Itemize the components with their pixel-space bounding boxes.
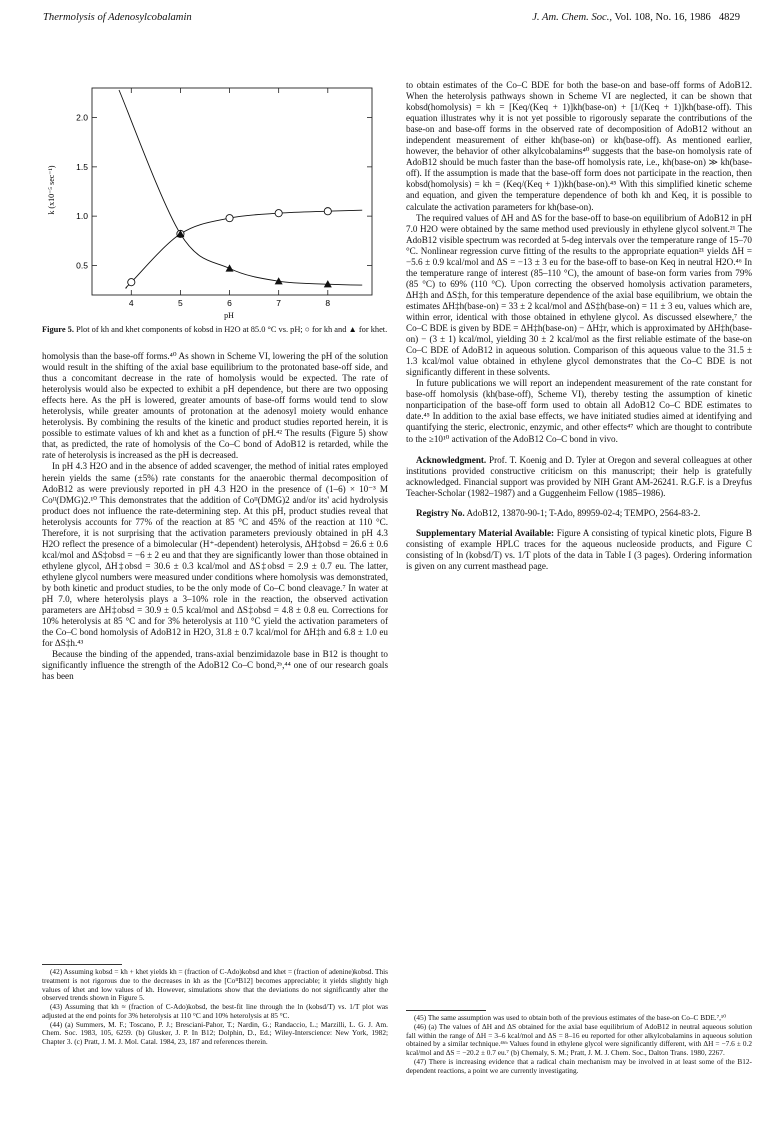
- kh-point: [275, 210, 282, 217]
- footnote: (46) (a) The values of ΔH and ΔS obtained for the axial base equilibrium of AdoB12 in neutral aqueous solution fall within the range of ΔH = 3–6 kcal/mol and ΔS = 8–16 eu reported for other alkylcobalamins in aqueous solution obtained by a similar technique.⁴⁶ᵇ Values found in ethylene glycol were significantly different, with ΔH = −7.6 ± 0.2 kcal/mol and ΔS = −20.2 ± 0.7 eu.⁷ (b) Chemaly, S. M.; Pratt, J. M. J. Chem. Soc., Dalton Trans. 1980, 2267.: [406, 1021, 752, 1057]
- paragraph: to obtain estimates of the Co–C BDE for both the base-on and base-off forms of AdoB12. When the heterolysis pathways shown in Scheme VI are neglected, it can be shown that kobsd(homolysis) = kh = [Keq/(Keq + 1)]kh(base-on) + [1/(Keq + 1)]kh(base-off). This equation illustrates why it is not yet possible to rigorously separate the contributions of the base-on and base-off forms in the observed rate of decomposition of AdoB12 without an independent measurement of either kh(base-on) or kh(base-off). As mentioned earlier, however, the behavior of other alkylcobalamins⁴⁰ suggests that the base-on homolysis rate of AdoB12 should be much faster than the base-off homolysis rate, i.e., kh(base-on) ≫ kh(base-off). If the assumption is made that the base-off form does not participate in the reaction, then kobsd(homolysis) = kh = (Keq/(Keq + 1))kh(base-on).⁴⁵ With this simplified kinetic scheme and equation, and given the temperature dependence of both kh and Keq, it is possible to calculate the activation parameters for kh(base-on).: [406, 80, 752, 212]
- journal-citation: [532, 12, 740, 23]
- figure-caption-label: Figure 5.: [42, 325, 74, 334]
- registry-numbers: [406, 508, 752, 519]
- journal-volume: Vol. 108, No. 16, 1986: [614, 12, 711, 23]
- footnote: (42) Assuming kobsd = kh + khet yields kh = (fraction of C-Ado)kobsd and khet = (fraction of adenine)kobsd. This treatment is not rigorous due to the decreases in kh as the [CoᴵᴵB12] becomes appreciable; it yields slightly high values of khet and low values of kh. However, simulations show that the deviations do not significantly alter the observed trends shown in Figure 5.: [42, 967, 388, 1003]
- plot-frame: [92, 88, 372, 295]
- paragraph: Because the binding of the appended, trans-axial benzimidazole base in B12 is thought to significantly influence the strength of the AdoB12 Co–C bond,²ᵇ,⁴⁴ one of our research goals has been: [42, 649, 388, 682]
- registry-head: Registry No.: [416, 507, 465, 518]
- kh-point: [226, 215, 233, 222]
- paragraph: homolysis than the base-off forms.⁴⁰ As shown in Scheme VI, lowering the pH of the solution would result in the shifting of the axial base equilibrium to the protonated base-off side, and thus a concomitant decrease in the rate of homolysis would be expected. The rate of heterolysis would also be expected to exhibit a pH dependence, but there are two opposing effects here. As the pH is lowered, greater amounts of base-off forms would tend to slow heterolysis, while greater amounts of protonation at the adenosyl moiety would enhance heterolysis. By combining the results of the kinetic and product studies reported herein, it is possible to estimate values of kh and khet as a function of pH.⁴² The results (Figure 5) show that, as predicted, the rate of homolysis of the Co–C bond of AdoB12 is retarded, while the rate of heterolysis is increased as the pH is decreased.: [42, 351, 388, 461]
- footnote-rule: [406, 1010, 486, 1011]
- acknowledgment: [406, 455, 752, 499]
- registry-text: AdoB12, 13870-90-1; T-Ado, 89959-02-4; TEMPO, 2564-83-2.: [466, 507, 701, 518]
- y-tick-label: 0.5: [76, 260, 88, 271]
- x-tick-label: 8: [325, 298, 331, 308]
- khet-point: [226, 264, 234, 271]
- supplementary-material: [406, 528, 752, 572]
- left-column: [42, 351, 388, 682]
- kh-point: [324, 208, 331, 215]
- figure-caption: [42, 325, 388, 335]
- chart-curves: [119, 90, 362, 288]
- x-tick-label: 6: [227, 298, 232, 308]
- paragraph: In pH 4.3 H2O and in the absence of added scavenger, the method of initial rates employed herein yields the same (±5%) rate constants for the anaerobic thermal decomposition of AdoB12 as were previously reported in pH 4.3 H2O in the presence of (1–6) × 10⁻³ M Coᴵᴵ(DMG)2.¹⁰ This demonstrates that the addition of Coᴵᴵ(DMG)2 and/or its' acid hydrolysis product does not influence the rate-determining step. At this pH, product studies reveal that heterolysis accounts for 77% of the reaction at 85 °C and 45% of the reaction at 110 °C. Therefore, it is not surprising that the activation parameters previously obtained in pH 4.3 H2O reflect the presence of a bimolecular (H⁺-dependent) heterolysis, ΔH‡obsd = 26.6 ± 0.6 kcal/mol and ΔS‡obsd = −6 ± 2 eu and that they are significantly lower than those obtained in ethylene glycol, ΔH‡obsd = 30.6 ± 0.3 kcal/mol and ΔS‡obsd = 2.9 ± 0.7 eu. The latter, ethylene glycol numbers were measured under conditions where homolysis was demonstrated, by both kinetic and product studies, to be the only mode of Co–C bond cleavage.⁷ In water at pH 7.0, where heterolysis plays a 3–10% role in the reaction, the observed activation parameters are ΔH‡obsd = 30.9 ± 0.5 kcal/mol and ΔS‡obsd = 4.8 ± 0.8 eu. Corrections for 10% heterolysis at 85 °C and for 3% heterolysis at 110 °C yield the activation parameters of the Co–C bond homolysis of AdoB12 in H2O, 31.8 ± 0.7 kcal/mol for ΔH‡h and 6.8 ± 1.0 eu for ΔS‡h.⁴³: [42, 461, 388, 649]
- right-footnotes: [406, 1014, 752, 1075]
- chart-markers: [128, 208, 332, 288]
- footnote: (45) The same assumption was used to obtain both of the previous estimates of the base-on Co–C BDE.⁷,¹⁰: [414, 1013, 727, 1022]
- kh-curve: [126, 210, 362, 288]
- supplementary-text: Figure A consisting of typical kinetic plots, Figure B consisting of example HPLC traces for the aqueous nucleoside products, and Figure C consisting of ln (kobsd/T) vs. 1/T plots of the data in Table I (3 pages). Ordering information is given on any current masthead page.: [406, 527, 752, 571]
- chart-axes: [76, 88, 372, 308]
- acknowledgment-text: Prof. T. Koenig and D. Tyler at Oregon and several colleagues at other institutions provided constructive criticism on this manuscript; their help is gratefully acknowledged. Financial support was provided by NIH Grant AM-26241. R.G.F. is a Dreyfus Teacher-Scholar (1982–1987) and a Guggenheim Fellow (1985–1986).: [406, 454, 752, 498]
- x-tick-label: 5: [178, 298, 183, 308]
- running-title: Thermolysis of Adenosylcobalamin: [43, 12, 192, 23]
- journal-name: J. Am. Chem. Soc.,: [532, 12, 613, 23]
- footnote: (47) There is increasing evidence that a radical chain mechanism may be involved in at least some of the B12-dependent reactions, a point we are currently investigating.: [406, 1056, 752, 1075]
- footnote-rule: [42, 964, 122, 965]
- y-axis-label: k (x10⁻⁵ sec⁻¹): [47, 165, 56, 215]
- paragraph: The required values of ΔH and ΔS for the base-off to base-on equilibrium of AdoB12 in pH 7.0 H2O were obtained by the same method used previously in ethylene glycol solvent.²¹ The AdoB12 visible spectrum was recorded at 5-deg intervals over the temperature range of 15–70 °C. Nonlinear regression curve fitting of the results to the appropriate equation²¹ yields ΔH = −5.6 ± 0.9 kcal/mol and ΔS = −13 ± 3 eu for the base-off to base-on Keq in neutral H2O.⁴⁶ In the temperature range of interest (85–110 °C), the amount of base-on form varies from 79% (85 °C) to 69% (110 °C). Upon correcting the observed homolysis activation parameters, ΔH‡h and ΔS‡h, for this temperature dependence of the axial base equilibrium, we obtain the estimates ΔH‡h(base-on) = 33 ± 2 kcal/mol and ΔS‡h(base-on) = 11 ± 3 eu, values which are, within error, identical with those obtained in ethylene glycol. As discussed elsewhere,⁷ the Co–C BDE is given by BDE = ΔH‡h(base-on) − ΔH‡r, which is approximated by ΔH‡h(base-on) − (3 ± 1) kcal/mol, yielding 30 ± 2 kcal/mol as the first reliable estimate of the base-on Co–C BDE of AdoB12 in aqueous solution. Comparison of this aqueous value to the 31.5 ± 1.3 kcal/mol value obtained in ethylene glycol demonstrates that the Co–C BDE is not significantly different in these solvents.: [406, 212, 752, 378]
- x-axis-label: pH: [224, 311, 234, 320]
- paragraph: In future publications we will report an independent measurement of the rate constant for base-off homolysis (kh(base-off), Scheme VI), thereby testing the assumption of kinetic nonparticipation of the base-off form used to obtain all AdoB12 Co–C BDE estimates to date.⁴⁵ In addition to the axial base effects, we have initiated studies aimed at identifying and quantifying the steric, electronic, enzymic, and other effects⁴⁷ which are thought to contribute to the ≥10¹⁰ activation of the AdoB12 Co–C bond in vivo.: [406, 378, 752, 444]
- x-tick-label: 4: [128, 298, 134, 308]
- left-footnotes: [42, 968, 388, 1047]
- right-column: [406, 80, 752, 572]
- footnote: (43) Assuming that kh ≈ (fraction of C-Ado)kobsd, the best-fit line through the ln (kobsd/T) vs. 1/T plot was adjusted at the end points for 3% heterolysis at 110 °C and 10% heterolysis at 85 °C.: [42, 1002, 388, 1020]
- kh-point: [128, 279, 135, 286]
- y-tick-label: 1.0: [76, 211, 88, 222]
- footnote: (44) (a) Summers, M. F.; Toscano, P. J.; Bresciani-Pahor, T.; Nardin, G.; Randaccio, L.; Marzilli, L. G. J. Am. Chem. Soc. 1983, 105, 6259. (b) Glusker, J. P. In B12; Dolphin, D., Ed.; Wiley-Interscience: New York, 1982; Chapter 3. (c) Pratt, J. M. J. Mol. Catal. 1984, 23, 187 and references therein.: [42, 1019, 388, 1046]
- y-tick-label: 2.0: [76, 112, 88, 123]
- x-tick-label: 7: [276, 298, 282, 308]
- y-tick-label: 1.5: [76, 161, 88, 172]
- supplementary-head: Supplementary Material Available:: [416, 527, 555, 538]
- figure-5-chart: [42, 80, 388, 320]
- figure-caption-text: Plot of kh and khet components of kobsd in H2O at 85.0 °C vs. pH; ○ for kh and ▲ for khet.: [76, 325, 388, 334]
- page-number: 4829: [718, 12, 740, 23]
- acknowledgment-head: Acknowledgment.: [416, 454, 487, 465]
